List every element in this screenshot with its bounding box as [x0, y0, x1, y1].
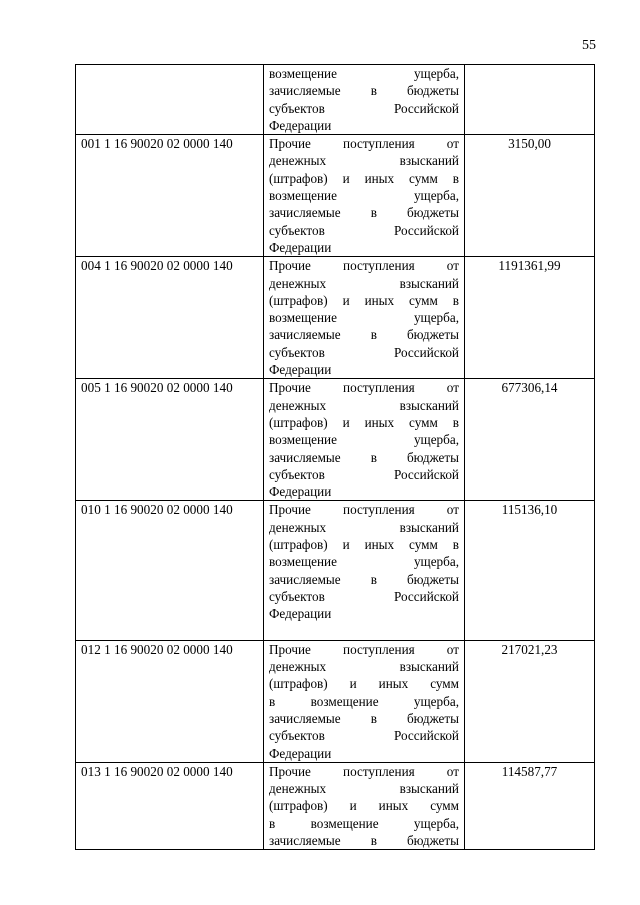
- description-line: в возмещение ущерба,: [269, 693, 459, 709]
- description-line: субъектов Российской: [269, 222, 459, 238]
- description-line: Федерации: [269, 239, 332, 255]
- budget-code-cell: 013 1 16 90020 02 0000 140: [76, 762, 264, 849]
- amount-cell: 217021,23: [465, 640, 595, 762]
- description-cell: [264, 135, 465, 257]
- budget-code-cell: 005 1 16 90020 02 0000 140: [76, 379, 264, 501]
- description-line: Федерации: [269, 484, 332, 500]
- revenue-table-body: [76, 65, 595, 850]
- description-line: зачисляемые в бюджеты: [269, 571, 459, 587]
- description-line: возмещение ущерба,: [269, 554, 459, 570]
- description-line: (штрафов) и иных сумм в: [269, 292, 459, 308]
- description-line: (штрафов) и иных сумм в: [269, 170, 459, 186]
- budget-code-cell: 012 1 16 90020 02 0000 140: [76, 640, 264, 762]
- amount-cell: 1191361,99: [465, 257, 595, 379]
- description-line: возмещение ущерба,: [269, 310, 459, 326]
- description-line: субъектов Российской: [269, 344, 459, 360]
- description-line: зачисляемые в бюджеты: [269, 205, 459, 221]
- description-line: денежных взысканий: [269, 153, 459, 169]
- description-cell: [264, 640, 465, 762]
- description-cell: [264, 762, 465, 849]
- description-line: зачисляемые в бюджеты: [269, 449, 459, 465]
- description-line: денежных взысканий: [269, 659, 459, 675]
- page-number: 55: [582, 38, 596, 53]
- table-row: [76, 379, 595, 501]
- description-line: денежных взысканий: [269, 519, 459, 535]
- description-line: субъектов Российской: [269, 466, 459, 482]
- description-line: Прочие поступления от: [269, 763, 459, 779]
- description-line: зачисляемые в бюджеты: [269, 833, 459, 849]
- blank-line: [269, 623, 459, 640]
- amount-cell: 114587,77: [465, 762, 595, 849]
- budget-code-cell: 001 1 16 90020 02 0000 140: [76, 135, 264, 257]
- table-row: [76, 501, 595, 640]
- description-line: Федерации: [269, 362, 332, 378]
- description-line: (штрафов) и иных сумм в: [269, 414, 459, 430]
- table-row: [76, 65, 595, 135]
- description-line: (штрафов) и иных сумм: [269, 676, 459, 692]
- description-cell: [264, 501, 465, 640]
- table-row: [76, 135, 595, 257]
- description-line: возмещение ущерба,: [269, 432, 459, 448]
- budget-code-cell: [76, 65, 264, 135]
- description-line: Прочие поступления от: [269, 380, 459, 396]
- description-cell: [264, 257, 465, 379]
- description-cell: [264, 379, 465, 501]
- description-line: Федерации: [269, 606, 332, 622]
- description-line: возмещение ущерба,: [269, 66, 459, 81]
- description-line: Федерации: [269, 745, 332, 761]
- budget-code-cell: 004 1 16 90020 02 0000 140: [76, 257, 264, 379]
- description-line: зачисляемые в бюджеты: [269, 710, 459, 726]
- amount-cell: [465, 65, 595, 135]
- description-line: Федерации: [269, 117, 332, 133]
- amount-cell: 115136,10: [465, 501, 595, 640]
- description-line: Прочие поступления от: [269, 136, 459, 152]
- description-line: денежных взысканий: [269, 275, 459, 291]
- description-line: Прочие поступления от: [269, 502, 459, 518]
- amount-cell: 3150,00: [465, 135, 595, 257]
- description-line: возмещение ущерба,: [269, 188, 459, 204]
- description-line: в возмещение ущерба,: [269, 815, 459, 831]
- description-line: зачисляемые в бюджеты: [269, 83, 459, 99]
- description-line: Прочие поступления от: [269, 641, 459, 657]
- description-line: денежных взысканий: [269, 781, 459, 797]
- amount-cell: 677306,14: [465, 379, 595, 501]
- description-line: субъектов Российской: [269, 100, 459, 116]
- description-line: денежных взысканий: [269, 397, 459, 413]
- description-line: зачисляемые в бюджеты: [269, 327, 459, 343]
- description-cell: [264, 65, 465, 135]
- budget-code-cell: 010 1 16 90020 02 0000 140: [76, 501, 264, 640]
- revenue-table: [75, 64, 595, 850]
- table-row: [76, 257, 595, 379]
- table-row: [76, 640, 595, 762]
- description-line: (штрафов) и иных сумм: [269, 798, 459, 814]
- description-line: субъектов Российской: [269, 728, 459, 744]
- table-row: [76, 762, 595, 849]
- description-line: Прочие поступления от: [269, 258, 459, 274]
- description-line: (штрафов) и иных сумм в: [269, 537, 459, 553]
- description-line: субъектов Российской: [269, 588, 459, 604]
